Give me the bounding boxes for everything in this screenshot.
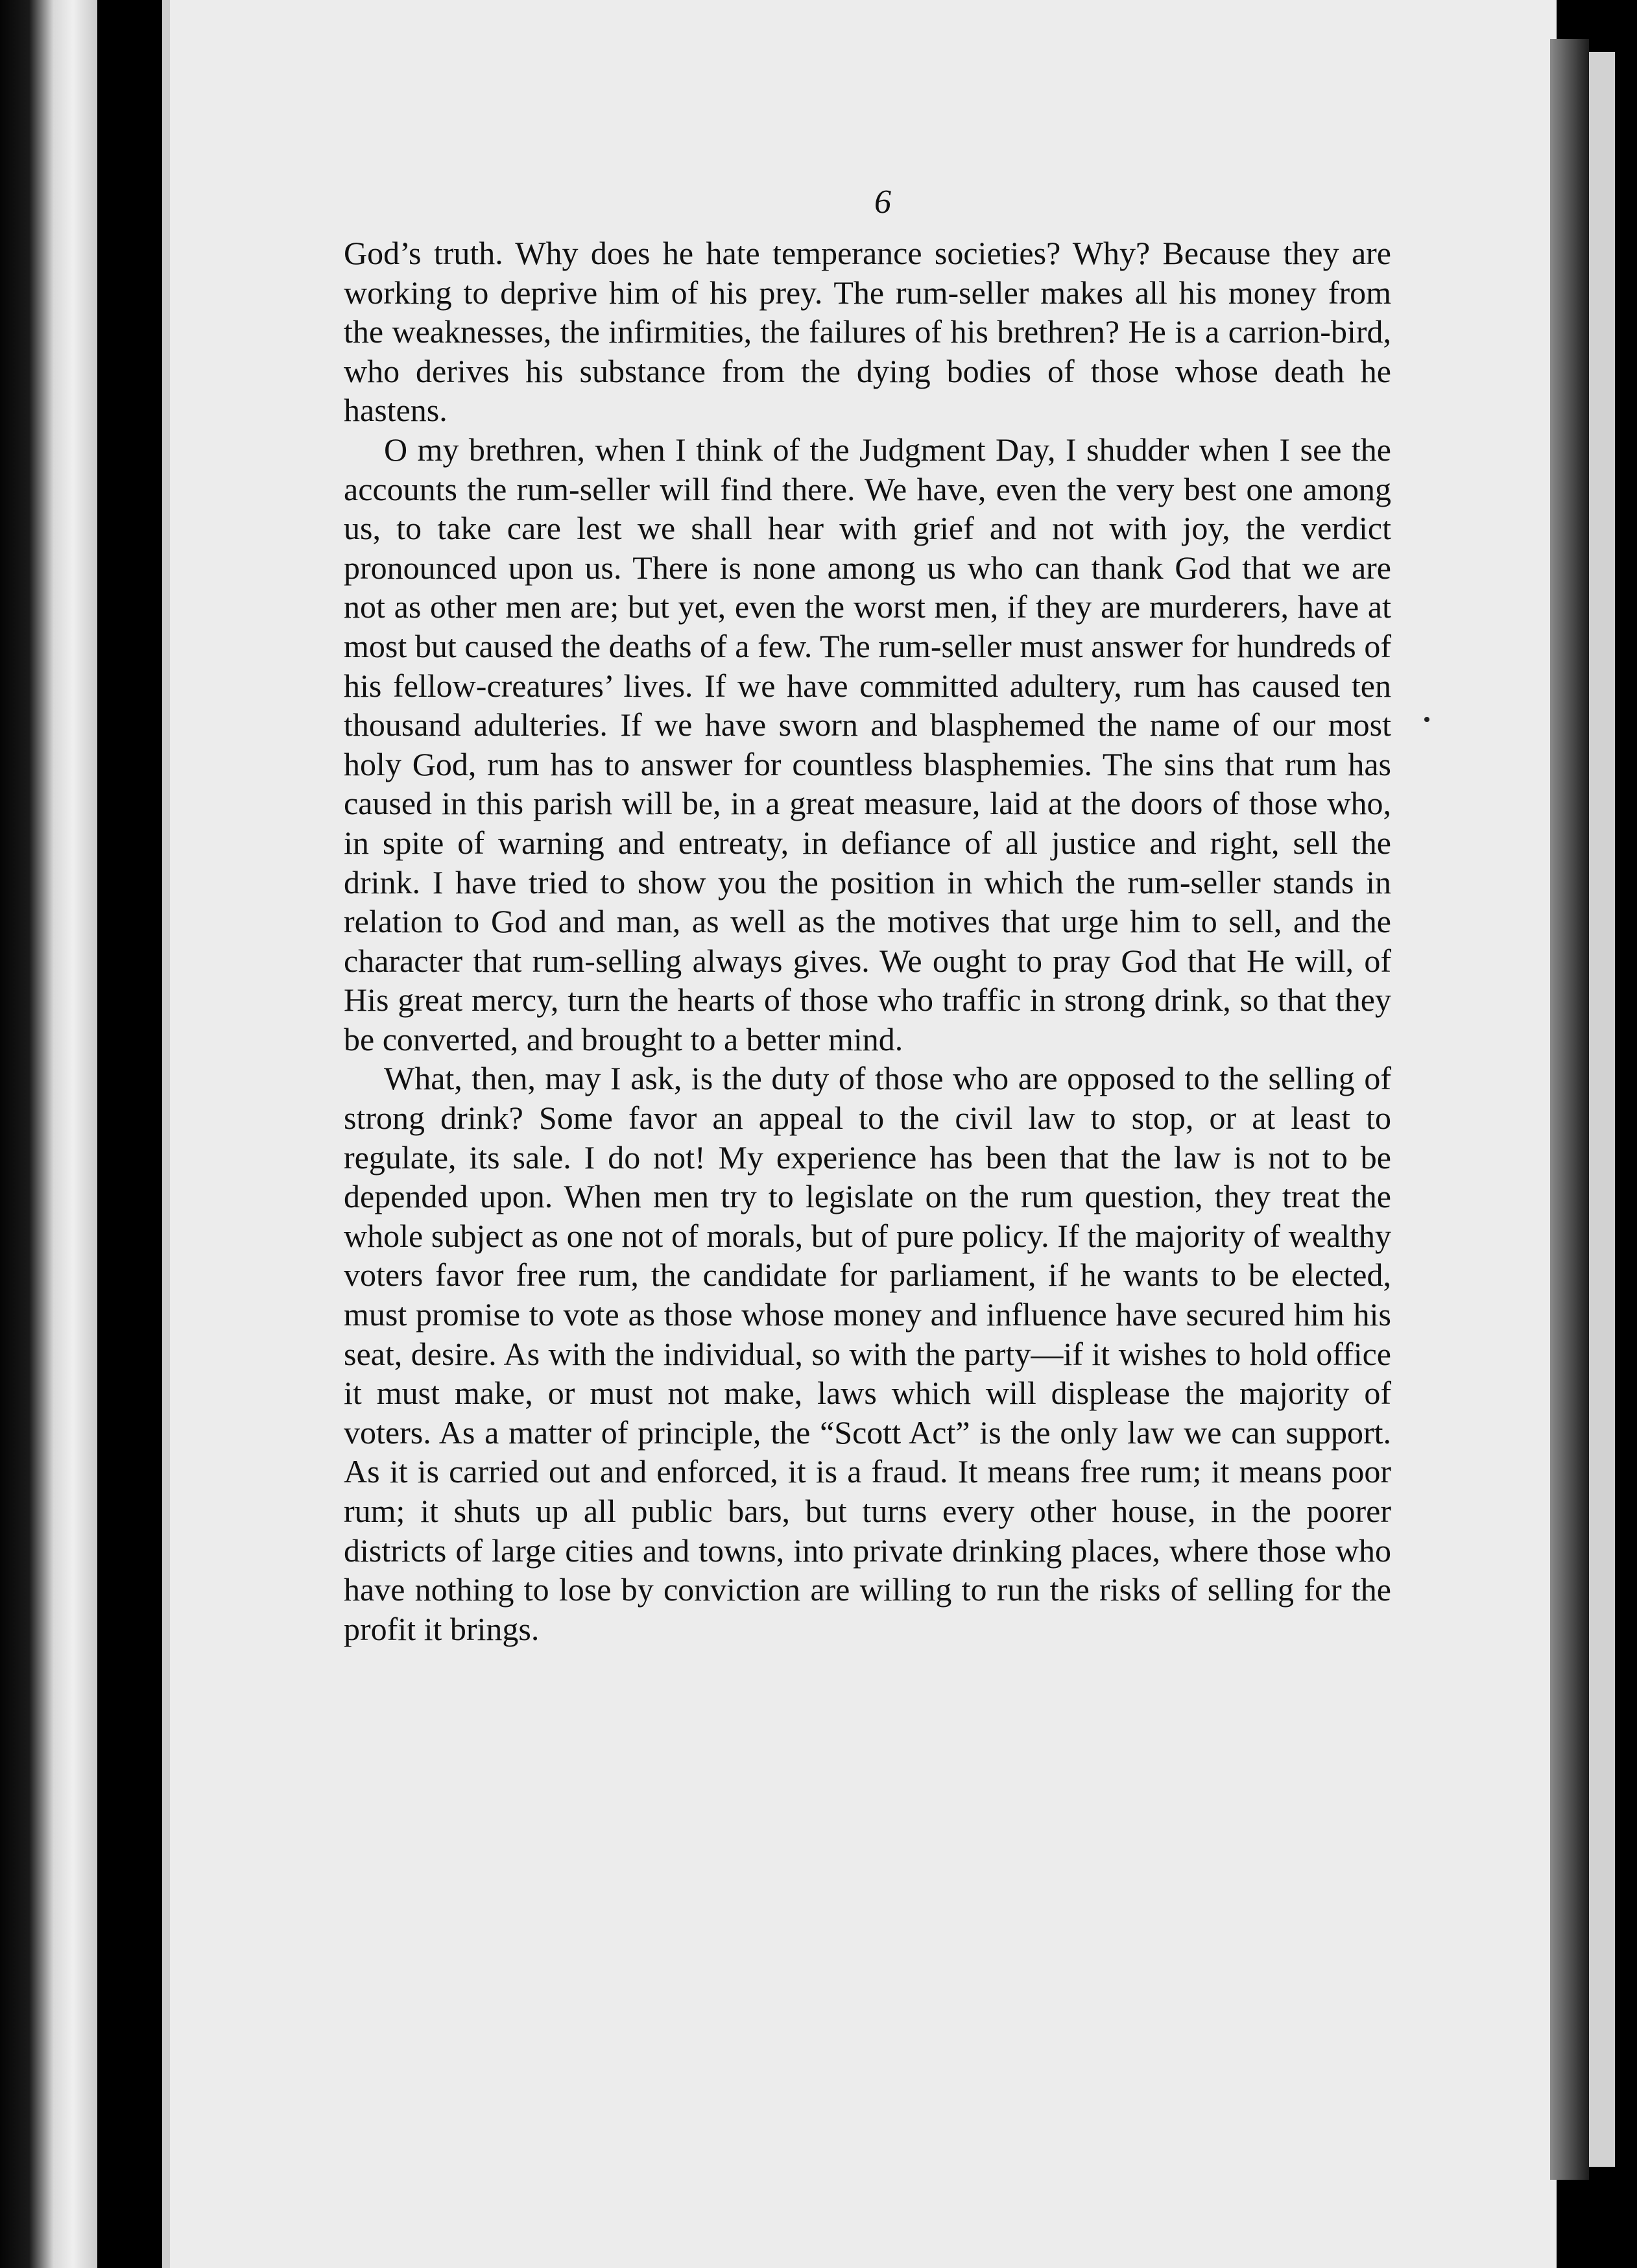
page-gutter-shadow <box>1550 39 1589 2180</box>
scan-left-edge <box>0 0 97 2268</box>
paragraph-2: O my brethren, when I think of the Judgment Day, I shudder when I see the accounts the rum-seller will find there. We have, even the very best one among us, to take care lest we shall hear with grief and not with joy, the verdict pronounced upon us. There is none among us who can thank God that we are not as other men are; but yet, even the worst men, if they are murderers, have at most but caused the deaths of a few. The rum-seller must answer for hundreds of his fellow-creatures’ lives. If we have committed adultery, rum has caused ten thousand adulteries. If we have sworn and blasphemed the name of our most holy God, rum has to answer for countless blasphemies. The sins that rum has caused in this parish will be, in a great measure, laid at the doors of those who, in spite of warning and entreaty, in defiance of all justice and right, sell the drink. I have tried to show you the position in which the rum-seller stands in relation to God and man, as well as the motives that urge him to sell, and the character that rum-selling always gives. We ought to pray God that He will, of His great mercy, turn the hearts of those who traffic in strong drink, so that they be converted, and brought to a better mind. <box>344 431 1391 1057</box>
ink-speck <box>1424 717 1429 722</box>
paragraph-3: What, then, may I ask, is the duty of those who are opposed to the selling of strong drink? Some favor an appeal to the civil law to stop, or at least to regulate, its sale. I do not! My experience has been that the law is not to be depended upon. When men try to legislate on the rum question, they treat the whole subject as one not of morals, but of pure policy. If the majority of wealthy voters favor free rum, the candidate for parliament, if he wants to be elected, must promise to vote as those whose money and influence have secured him his seat, desire. As with the individual, so with the party—if it wishes to hold office it must make, or must not make, laws which will displease the majority of voters. As a matter of principle, the “Scott Act” is the only law we can support. As it is carried out and enforced, it is a fraud. It means free rum; it means poor rum; it shuts up all public bars, but turns every other house, in the poorer districts of large cities and towns, into private drinking places, where those who have nothing to lose by conviction are willing to run the risks of selling for the profit it brings. <box>344 1060 1391 1647</box>
page-number: 6 <box>874 184 891 221</box>
next-page-edge <box>1589 52 1615 2167</box>
body-text <box>344 234 1391 1648</box>
paragraph-1: God’s truth. Why does he hate temperance societies? Why? Because they are working to deprive him of his prey. The rum-seller makes all his money from the weaknesses, the infirmities, the failures of his brethren? He is a carrion-bird, who derives his substance from the dying bodies of those whose death he hastens. <box>344 235 1391 429</box>
